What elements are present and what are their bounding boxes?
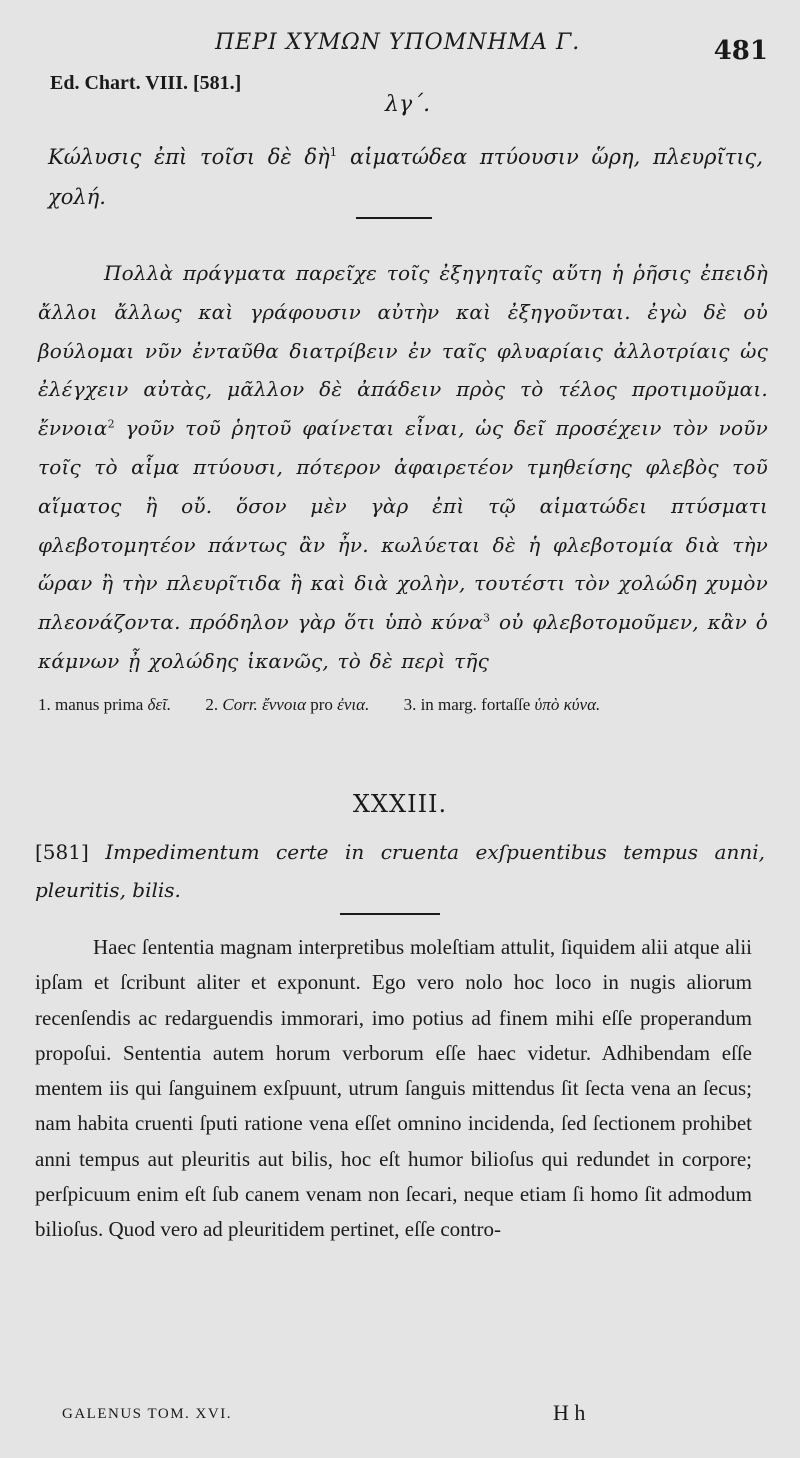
section-divider xyxy=(356,217,432,219)
greek-commentary-part-2: γοῦν τοῦ ῥητοῦ φαίνεται εἶναι, ὡς δεῖ προσέχειν τὸν νοῦν τοῖς τὸ αἷμα πτύουσι, πότερον ἀφαιρετέον τμηθείσης φλεβὸς τοῦ αἵματος ἢ οὔ. ὅσον μὲν γὰρ ἐπὶ τῷ αἱματώδει πτύσματι φλεβοτομητέον πάντως ἂν ἦν. κωλύεται δὲ ἡ φλεβοτομία διὰ τὴν ὥραν ἢ τὴν πλευρῖτιδα ἢ καὶ διὰ χολὴν, τουτέστι τὸν χολώδη χυμὸν πλεονάζοντα. πρόδηλον γὰρ ὅτι ὑπὸ κύνα xyxy=(38,416,768,635)
latin-commentary: Haec ſententia magnam interpretibus moleſtiam attulit, ſiquidem alii atque alii ipſam et ſcribunt aliter et exponunt. Ego vero nolo hoc loco in nugis aliorum recenſendis ac redarguendis immorari, imo potius ad finem mihi eſſe properandum propoſui. Sententia autem horum verborum eſſe haec videtur. Adhibendam eſſe mentem iis qui ſanguinem exſpuunt, utrum ſanguis mittendus ſit ſecta vena an ſecus; nam habita cruenti ſputi ratione vena eſſet omnino incidenda, ſed ſectionem prohibet anni tempus aut pleuritis aut bilis, hoc eſt humor bilioſus qui redundet in corpore; perſpicuum enim eſt ſub canem venam non ſecari, neque etiam ſi homo ſit admodum bilioſus. Quod vero ad pleuritidem pertinet, eſſe contro- xyxy=(35,935,752,1242)
footnote-1 xyxy=(38,695,171,714)
greek-commentary-part-3: οὐ φλεβοτομοῦμεν, κἂν ὁ κάμνων ᾖ χολώδης ἱκανῶς, τὸ δὲ περὶ τῆς xyxy=(38,610,768,673)
footnote-2-corr: Corr. xyxy=(222,695,258,714)
footnote-3-greek: ὑπὸ κύνα. xyxy=(534,695,601,714)
latin-section-number: XXXIII. xyxy=(352,790,448,818)
footnote-marker-1: 1 xyxy=(329,145,338,159)
footnotes xyxy=(38,688,768,722)
gathering-signature: H h xyxy=(553,1400,586,1425)
greek-commentary-part-1: Πολλὰ πράγματα παρεῖχε τοῖς ἐξηγηταῖς αὕτη ἡ ῥῆσις ἐπειδὴ ἄλλοι ἄλλως καὶ γράφουσιν αὐτὴν καὶ ἐξηγοῦνται. ἐγὼ δὲ οὐ βούλομαι νῦν ἐνταῦθα διατρίβειν ἐν ταῖς φλυαρίαις ἀλλοτρίαις ὡς ἐλέγχειν αὐτὰς, μᾶλλον δὲ ἀπάδειν πρὸς τὸ τέλος προτιμοῦμαι. ἔννοια xyxy=(38,261,768,441)
footnote-marker-2: 2 xyxy=(107,417,115,431)
footnote-2-text: pro xyxy=(310,695,333,714)
footnote-3-label: 3. xyxy=(403,695,417,714)
printer-signature: GALENUS TOM. XVI. xyxy=(62,1406,232,1422)
greek-lemma xyxy=(48,132,763,217)
greek-lemma-text-2: αἱματώδεα πτύουσιν ὥρη, πλευρῖτις, χολή. xyxy=(48,145,763,209)
latin-lemma xyxy=(35,833,765,909)
footnote-1-greek: δεῖ. xyxy=(147,695,172,714)
latin-lemma-text: Impedimentum certe in cruenta exſpuentibus tempus anni, pleuritis, bilis. xyxy=(35,840,765,902)
footnote-2 xyxy=(205,695,369,714)
footnote-3-text: in marg. fortaſſe xyxy=(420,695,531,714)
footnote-1-text: manus prima xyxy=(55,695,144,714)
footnote-3 xyxy=(404,695,601,714)
section-divider xyxy=(340,913,440,915)
page-number: 481 xyxy=(713,36,768,66)
footnote-marker-3: 3 xyxy=(483,611,491,625)
running-head xyxy=(0,30,800,66)
greek-section-number: λγ΄. xyxy=(385,92,431,117)
footnote-2-label: 2. xyxy=(205,695,219,714)
greek-lemma-text-1: Κώλυσις ἐπὶ τοῖσι δὲ δὴ xyxy=(48,145,330,169)
greek-commentary xyxy=(38,254,768,681)
footnote-2-greek-1: ἔννοια xyxy=(262,695,306,714)
edition-reference: Ed. Chart. VIII. [581.] xyxy=(50,72,242,94)
footnote-1-label: 1. xyxy=(38,695,51,714)
footnote-2-greek-2: ἐνια. xyxy=(337,695,370,714)
running-title: ΠΕΡΙ ΧΥΜΩΝ ΥΠΟΜΝΗΜΑ Γ. xyxy=(215,30,581,55)
page-reference: [581] xyxy=(35,840,89,864)
